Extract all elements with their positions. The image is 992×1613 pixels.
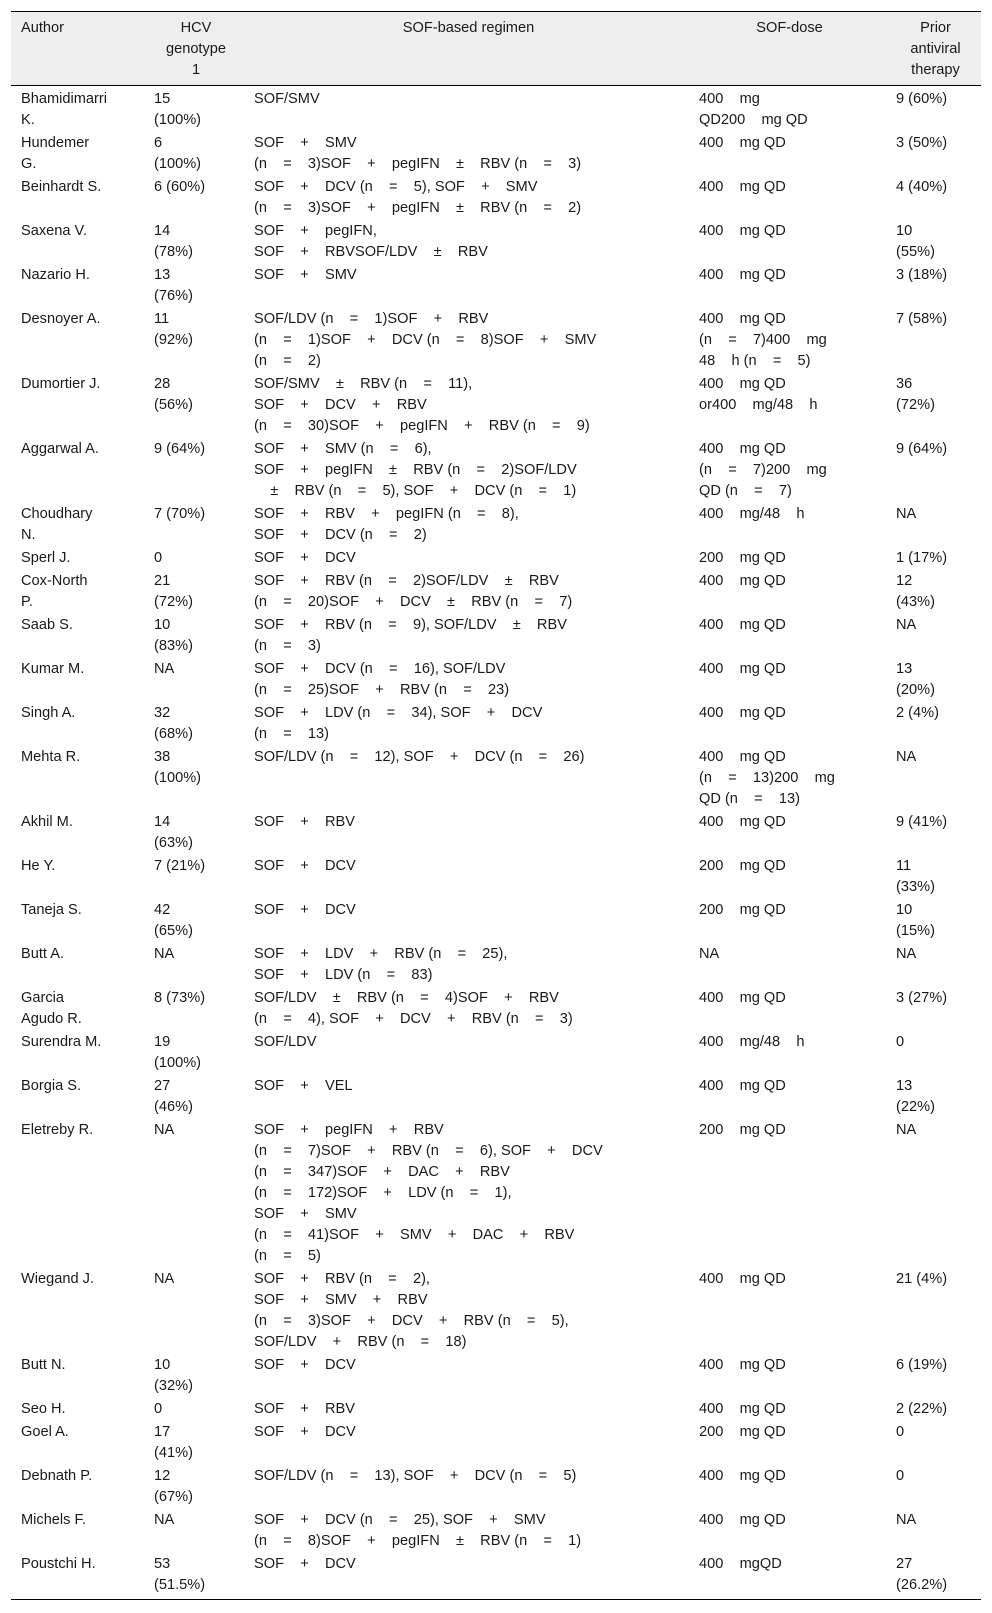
table-row [11,502,981,546]
cell-genotype: 11 (92%) [154,311,193,348]
cell-dose: 200 mg QD [699,1122,786,1138]
cell-author: Wiegand J. [21,1271,95,1287]
cell-prior-therapy: 0 [896,1468,905,1484]
header-dose: SOF-dose [689,12,886,86]
table-row [11,942,981,986]
cell-regimen: SOF + DCV [254,902,356,918]
cell-author: Sperl J. [21,550,71,566]
table-row [11,986,981,1030]
cell-regimen: SOF + VEL [254,1078,353,1094]
cell-regimen: SOF/LDV (n = 1)SOF + RBV (n = 1)SOF + DCV (n = 8)SOF + SMV (n = 2) [254,311,597,369]
table-row [11,1118,981,1267]
cell-genotype: NA [154,1122,175,1138]
cell-genotype: 32 (68%) [154,705,193,742]
cell-dose: 400 mg QD or400 mg/48 h [699,376,818,413]
cell-prior-therapy: 4 (40%) [896,179,948,195]
cell-prior-therapy: 0 [896,1424,905,1440]
cell-regimen: SOF + RBV (n = 9), SOF/LDV ± RBV (n = 3) [254,617,567,654]
cell-prior-therapy: 9 (60%) [896,91,948,107]
cell-regimen: SOF + DCV (n = 16), SOF/LDV (n = 25)SOF + RBV (n = 23) [254,661,510,698]
cell-genotype: 28 (56%) [154,376,193,413]
cell-dose: 400 mg/48 h [699,1034,805,1050]
table-row [11,263,981,307]
cell-author: Beinhardt S. [21,179,102,195]
cell-prior-therapy: NA [896,946,917,962]
cell-prior-therapy: NA [896,749,917,765]
header-genotype: HCV genotype 1 [144,12,244,86]
cell-genotype: 17 (41%) [154,1424,193,1461]
cell-regimen: SOF + SMV (n = 3)SOF + pegIFN ± RBV (n = 3) [254,135,582,172]
cell-prior-therapy: 27 (26.2%) [886,1552,981,1600]
cell-author: Goel A. [21,1424,69,1440]
table-row [11,219,981,263]
cell-genotype: 6 (100%) [154,135,202,172]
cell-dose: 400 mg QD (n = 13)200 mg QD (n = 13) [699,749,835,807]
cell-author: Butt N. [21,1357,66,1373]
cell-prior-therapy: 9 (64%) [896,441,948,457]
cell-regimen: SOF + RBV [254,814,355,830]
cell-author: Dumortier J. [21,376,101,392]
cell-regimen: SOF/SMV [254,91,320,107]
cell-dose: 400 mg QD [699,1468,786,1484]
table-row [11,854,981,898]
cell-regimen: SOF + LDV (n = 34), SOF + DCV (n = 13) [254,705,543,742]
table-row [11,1267,981,1353]
cell-genotype: 27 (46%) [154,1078,193,1115]
cell-dose: 400 mg QD200 mg QD [699,91,808,128]
cell-genotype: NA [154,946,175,962]
cell-genotype: 42 (65%) [154,902,193,939]
cell-prior-therapy: 36 (72%) [896,376,935,413]
cell-author: Poustchi H. [11,1552,144,1600]
cell-regimen: SOF/LDV [254,1034,317,1050]
cell-regimen: SOF + pegIFN, SOF + RBVSOF/LDV ± RBV [254,223,488,260]
cell-prior-therapy: 13 (22%) [896,1078,935,1115]
cell-genotype: NA [154,1512,175,1528]
cell-dose: 400 mg QD [699,135,786,151]
cell-dose: 400 mg QD [699,617,786,633]
table-row [11,745,981,810]
table-body [11,86,981,1600]
table-row [11,1508,981,1552]
cell-prior-therapy: 7 (58%) [896,311,948,327]
table-row [11,1074,981,1118]
cell-genotype: 7 (21%) [154,858,206,874]
header-regimen: SOF-based regimen [244,12,689,86]
cell-prior-therapy: NA [896,1122,917,1138]
cell-prior-therapy: 3 (50%) [896,135,948,151]
table-row [11,86,981,132]
cell-prior-therapy: 11 (33%) [896,858,935,895]
cell-regimen: SOF + RBV (n = 2), SOF + SMV + RBV (n = 3)SOF + DCV + RBV (n = 5), SOF/LDV + RBV (n = 18) [254,1271,569,1350]
cell-dose: 200 mg QD [699,550,786,566]
cell-prior-therapy: 3 (27%) [896,990,948,1006]
cell-genotype: 38 (100%) [154,749,202,786]
cell-author: Taneja S. [21,902,82,918]
cell-prior-therapy: 0 [896,1034,905,1050]
cell-genotype: 21 (72%) [154,573,193,610]
cell-genotype: NA [154,1271,175,1287]
table-row [11,1420,981,1464]
cell-author: Aggarwal A. [21,441,99,457]
cell-prior-therapy: NA [896,506,917,522]
table-row [11,131,981,175]
header-author: Author [11,12,144,86]
study-table-container [11,11,981,1600]
cell-author: Nazario H. [21,267,90,283]
cell-dose: 400 mg QD [699,1078,786,1094]
cell-prior-therapy: 10 (55%) [896,223,935,260]
cell-dose: 400 mg QD [699,223,786,239]
cell-regimen: SOF + DCV (n = 5), SOF + SMV (n = 3)SOF + pegIFN ± RBV (n = 2) [254,179,582,216]
cell-dose: 400 mg QD [699,814,786,830]
cell-genotype: 8 (73%) [154,990,206,1006]
cell-genotype: 53 (51.5%) [144,1552,244,1600]
cell-dose: 400 mg QD [699,1401,786,1417]
table-row [11,1030,981,1074]
cell-dose: NA [699,946,720,962]
table-row [11,1464,981,1508]
cell-author: Kumar M. [21,661,85,677]
cell-dose: 400 mgQD [689,1552,886,1600]
cell-dose: 400 mg QD [699,705,786,721]
cell-genotype: 19 (100%) [154,1034,202,1071]
table-row [11,307,981,372]
cell-dose: 400 mg QD [699,1357,786,1373]
cell-dose: 400 mg QD [699,661,786,677]
cell-regimen: SOF + DCV (n = 25), SOF + SMV (n = 8)SOF + pegIFN ± RBV (n = 1) [254,1512,582,1549]
cell-prior-therapy: 2 (4%) [896,705,939,721]
cell-dose: 200 mg QD [699,858,786,874]
cell-genotype: 14 (78%) [154,223,193,260]
cell-prior-therapy: 12 (43%) [896,573,935,610]
cell-regimen: SOF/SMV ± RBV (n = 11), SOF + DCV + RBV (n = 30)SOF + pegIFN + RBV (n = 9) [254,376,590,434]
cell-author: Mehta R. [21,749,81,765]
cell-dose: 200 mg QD [699,902,786,918]
cell-author: Cox-North P. [21,573,88,610]
cell-dose: 400 mg QD [699,1271,786,1287]
cell-regimen: SOF + DCV [254,1424,356,1440]
cell-prior-therapy: 21 (4%) [896,1271,948,1287]
cell-regimen: SOF + DCV [254,550,356,566]
cell-regimen: SOF/LDV ± RBV (n = 4)SOF + RBV (n = 4), SOF + DCV + RBV (n = 3) [254,990,573,1027]
cell-genotype: 12 (67%) [154,1468,193,1505]
cell-regimen: SOF/LDV (n = 13), SOF + DCV (n = 5) [254,1468,577,1484]
cell-author: Michels F. [21,1512,86,1528]
cell-genotype: 9 (64%) [154,441,206,457]
cell-genotype: 0 [154,550,163,566]
cell-author: Surendra M. [21,1034,102,1050]
cell-genotype: 10 (83%) [154,617,193,654]
cell-author: Garcia Agudo R. [21,990,82,1027]
header-row [11,12,981,86]
cell-author: Saxena V. [21,223,87,239]
cell-author: Singh A. [21,705,76,721]
header-prior-therapy: Prior antiviral therapy [886,12,981,86]
table-row [11,701,981,745]
cell-regimen: SOF + SMV [254,267,357,283]
cell-genotype: 15 (100%) [154,91,202,128]
table-row [11,898,981,942]
cell-dose: 400 mg QD [699,267,786,283]
cell-author: Choudhary N. [21,506,93,543]
cell-dose: 400 mg QD (n = 7)200 mg QD (n = 7) [699,441,827,499]
table-row [11,175,981,219]
study-table [11,11,981,1600]
cell-author: Hundemer G. [21,135,90,172]
cell-genotype: 6 (60%) [154,179,206,195]
cell-dose: 400 mg/48 h [699,506,805,522]
cell-author: Akhil M. [21,814,73,830]
cell-dose: 400 mg QD [699,573,786,589]
cell-genotype: 0 [154,1401,163,1417]
table-header [11,12,981,86]
cell-dose: 400 mg QD [699,990,786,1006]
cell-regimen: SOF + RBV + pegIFN (n = 8), SOF + DCV (n = 2) [254,506,519,543]
table-row [11,1353,981,1397]
cell-dose: 400 mg QD [699,1512,786,1528]
cell-author: Borgia S. [21,1078,82,1094]
cell-regimen: SOF + DCV [244,1552,689,1600]
cell-prior-therapy: 1 (17%) [896,550,948,566]
cell-author: He Y. [21,858,56,874]
cell-dose: 400 mg QD (n = 7)400 mg 48 h (n = 5) [699,311,827,369]
table-row [11,569,981,613]
cell-prior-therapy: 10 (15%) [896,902,935,939]
cell-author: Desnoyer A. [21,311,101,327]
cell-author: Debnath P. [21,1468,93,1484]
table-row [11,810,981,854]
cell-author: Butt A. [21,946,64,962]
cell-prior-therapy: 6 (19%) [896,1357,948,1373]
table-row [11,1552,981,1600]
cell-regimen: SOF + pegIFN + RBV (n = 7)SOF + RBV (n = 6), SOF + DCV (n = 347)SOF + DAC + RBV (n = 172)SOF + LDV (n = 1), SOF + SMV (n = 41)SOF + SMV + DAC + RBV (n = 5) [254,1122,603,1264]
cell-regimen: SOF/LDV (n = 12), SOF + DCV (n = 26) [254,749,585,765]
cell-author: Eletreby R. [21,1122,94,1138]
cell-dose: 400 mg QD [699,179,786,195]
table-row [11,657,981,701]
cell-author: Seo H. [21,1401,66,1417]
cell-regimen: SOF + LDV + RBV (n = 25), SOF + LDV (n = 83) [254,946,508,983]
cell-prior-therapy: 3 (18%) [896,267,948,283]
cell-dose: 200 mg QD [699,1424,786,1440]
cell-prior-therapy: 9 (41%) [896,814,948,830]
cell-prior-therapy: 2 (22%) [896,1401,948,1417]
cell-prior-therapy: 13 (20%) [896,661,935,698]
table-row [11,437,981,502]
cell-regimen: SOF + DCV [254,1357,356,1373]
table-row [11,546,981,569]
cell-regimen: SOF + SMV (n = 6), SOF + pegIFN ± RBV (n = 2)SOF/LDV ± RBV (n = 5), SOF + DCV (n = 1) [254,441,577,499]
table-row [11,613,981,657]
cell-regimen: SOF + RBV (n = 2)SOF/LDV ± RBV (n = 20)SOF + DCV ± RBV (n = 7) [254,573,573,610]
cell-genotype: 13 (76%) [154,267,193,304]
cell-author: Bhamidimarri K. [21,91,107,128]
cell-genotype: 7 (70%) [154,506,206,522]
cell-genotype: 14 (63%) [154,814,193,851]
cell-prior-therapy: NA [896,617,917,633]
cell-regimen: SOF + RBV [254,1401,355,1417]
cell-regimen: SOF + DCV [254,858,356,874]
cell-genotype: 10 (32%) [154,1357,193,1394]
cell-genotype: NA [154,661,175,677]
table-row [11,372,981,437]
table-row [11,1397,981,1420]
cell-author: Saab S. [21,617,73,633]
cell-prior-therapy: NA [896,1512,917,1528]
